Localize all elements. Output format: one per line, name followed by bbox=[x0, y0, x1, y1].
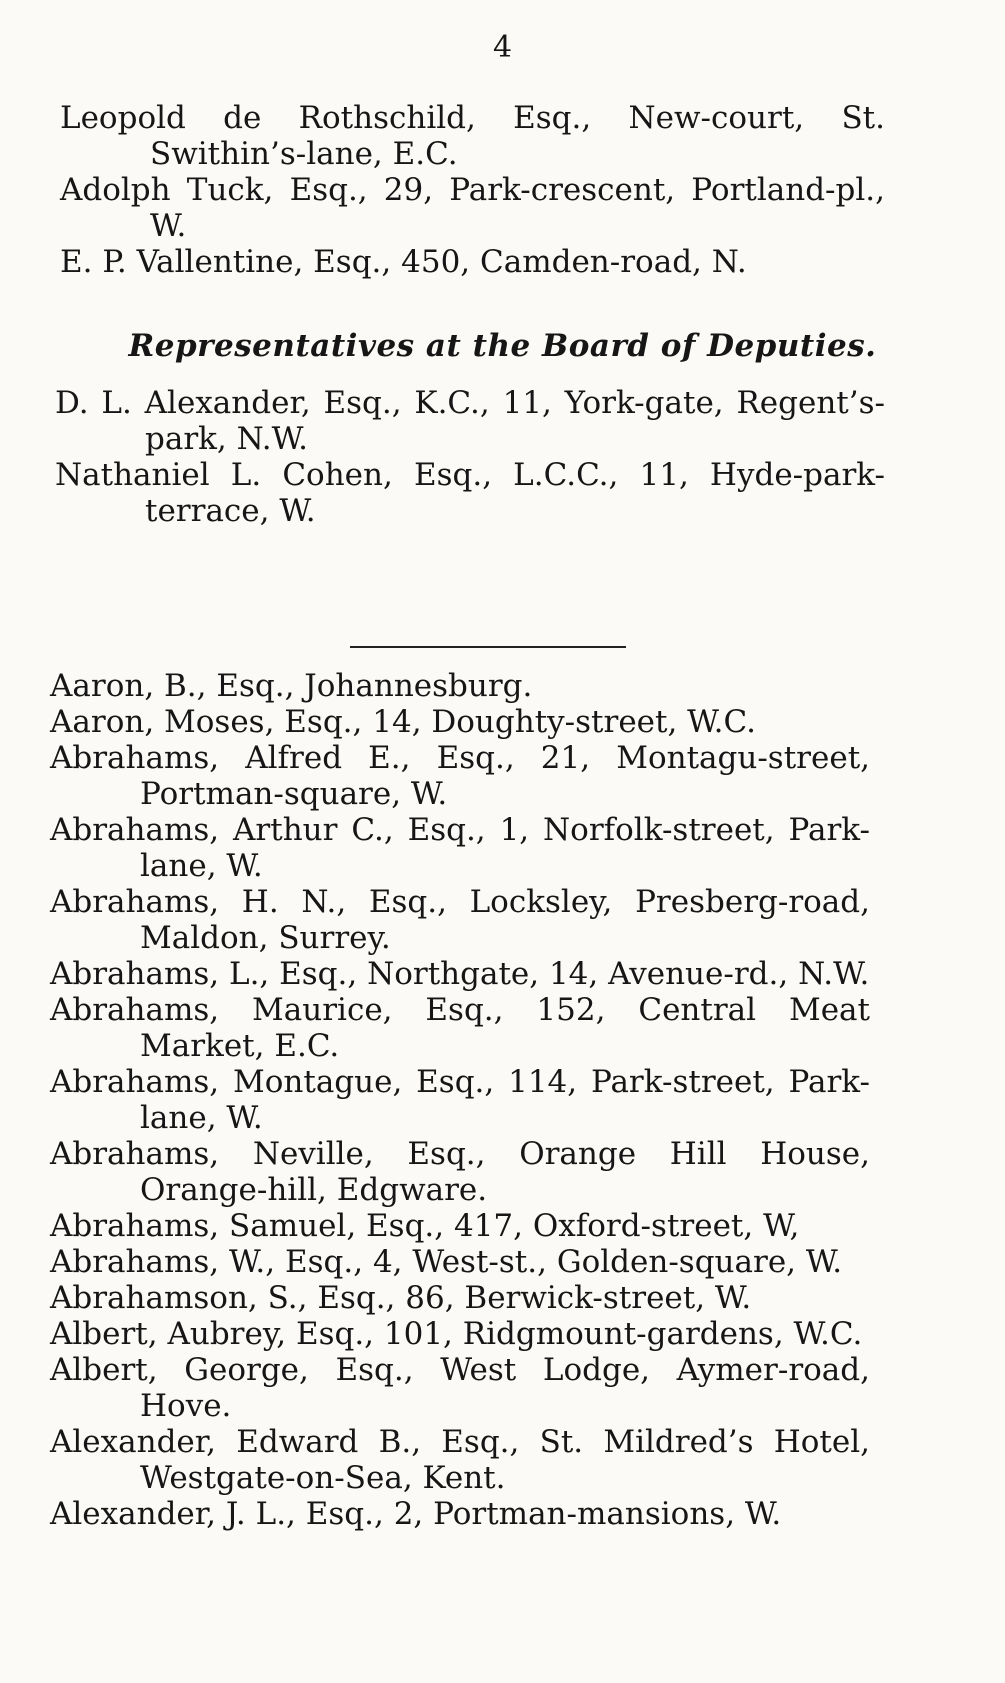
list-entry bbox=[50, 812, 870, 884]
entry-text: Leopold de Rothschild, Esq., New-court, St. Swithin’s-lane, E.C. bbox=[60, 100, 885, 172]
list-entry bbox=[50, 1208, 870, 1244]
entry-text: Adolph Tuck, Esq., 29, Park-crescent, Portland-pl., W. bbox=[60, 172, 885, 244]
page-number: 4 bbox=[492, 30, 513, 65]
list-entry bbox=[50, 1136, 870, 1208]
deputies-list bbox=[0, 385, 885, 529]
entry-text: D. L. Alexander, Esq., K.C., 11, York-gate, Regent’s-park, N.W. bbox=[55, 385, 885, 457]
entry-text: Aaron, Moses, Esq., 14, Doughty-street, W.C. bbox=[50, 704, 756, 740]
list-entry bbox=[50, 884, 870, 956]
entry-text: Abrahams, Samuel, Esq., 417, Oxford-street, W, bbox=[50, 1208, 800, 1244]
section-divider bbox=[350, 646, 626, 648]
entry-text: Alexander, Edward B., Esq., St. Mildred’s Hotel, Westgate-on-Sea, Kent. bbox=[50, 1424, 870, 1496]
entry-text: Albert, Aubrey, Esq., 101, Ridgmount-gardens, W.C. bbox=[50, 1316, 863, 1352]
list-entry bbox=[60, 244, 885, 280]
list-entry bbox=[55, 457, 885, 529]
entry-text: Abrahams, Montague, Esq., 114, Park-street, Park-lane, W. bbox=[50, 1064, 870, 1136]
list-entry bbox=[50, 1424, 870, 1496]
entry-text: Abrahams, Neville, Esq., Orange Hill House, Orange-hill, Edgware. bbox=[50, 1136, 870, 1208]
entry-text: Alexander, J. L., Esq., 2, Portman-mansions, W. bbox=[50, 1496, 782, 1532]
entry-text: Albert, George, Esq., West Lodge, Aymer-road, Hove. bbox=[50, 1352, 870, 1424]
list-entry bbox=[50, 992, 870, 1064]
entry-text: Abrahams, W., Esq., 4, West-st., Golden-square, W. bbox=[50, 1244, 843, 1280]
list-entry bbox=[50, 1064, 870, 1136]
entry-text: Nathaniel L. Cohen, Esq., L.C.C., 11, Hyde-park-terrace, W. bbox=[55, 457, 885, 529]
list-entry bbox=[55, 385, 885, 457]
list-entry bbox=[60, 100, 885, 172]
list-entry bbox=[50, 1352, 870, 1424]
entry-text: Abrahams, Arthur C., Esq., 1, Norfolk-street, Park-lane, W. bbox=[50, 812, 870, 884]
list-entry bbox=[50, 1244, 870, 1280]
top-entries bbox=[0, 100, 885, 280]
entry-text: Abrahams, Alfred E., Esq., 21, Montagu-street, Portman-square, W. bbox=[50, 740, 870, 812]
list-entry bbox=[50, 1280, 870, 1316]
entry-text: E. P. Vallentine, Esq., 450, Camden-road, N. bbox=[60, 244, 747, 280]
list-entry bbox=[50, 1316, 870, 1352]
list-entry bbox=[50, 740, 870, 812]
list-entry bbox=[50, 956, 870, 992]
members-list bbox=[0, 668, 870, 1532]
list-entry bbox=[50, 668, 870, 704]
section-heading: Representatives at the Board of Deputies. bbox=[128, 328, 877, 364]
entry-text: Abrahams, H. N., Esq., Locksley, Presberg-road, Maldon, Surrey. bbox=[50, 884, 870, 956]
entry-text: Abrahams, Maurice, Esq., 152, Central Meat Market, E.C. bbox=[50, 992, 870, 1064]
entry-text: Abrahamson, S., Esq., 86, Berwick-street, W. bbox=[50, 1280, 752, 1316]
list-entry bbox=[60, 172, 885, 244]
entry-text: Aaron, B., Esq., Johannesburg. bbox=[50, 668, 533, 704]
list-entry bbox=[50, 1496, 870, 1532]
entry-text: Abrahams, L., Esq., Northgate, 14, Avenue-rd., N.W. bbox=[50, 956, 870, 992]
list-entry bbox=[50, 704, 870, 740]
